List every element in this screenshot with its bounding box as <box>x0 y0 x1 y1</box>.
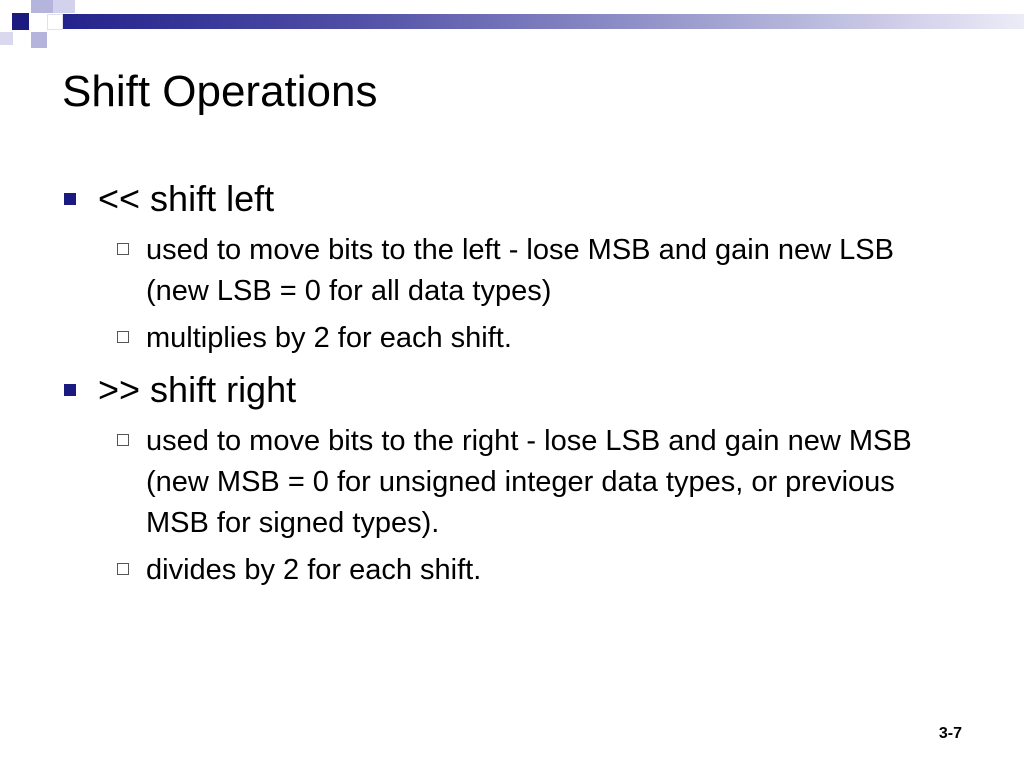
sub-bullet-item <box>117 318 962 359</box>
decorative-square <box>0 32 13 45</box>
bullet-item <box>62 365 962 415</box>
decorative-square <box>31 32 47 48</box>
hollow-square-bullet-icon <box>117 243 129 255</box>
hollow-square-bullet-icon <box>117 563 129 575</box>
slide-number: 3-7 <box>938 725 962 742</box>
hollow-square-bullet-icon <box>117 434 129 446</box>
bullet-item <box>62 174 962 224</box>
filled-square-bullet-icon <box>64 193 76 205</box>
sub-bullet-item <box>117 550 962 591</box>
decorative-square <box>47 14 63 30</box>
decorative-square <box>12 13 29 30</box>
filled-square-bullet-icon <box>64 384 76 396</box>
sub-bullet-text: divides by 2 for each shift. <box>146 554 482 586</box>
decorative-square <box>53 0 75 13</box>
sub-bullet-item <box>117 230 962 312</box>
header-gradient-bar <box>63 14 1024 29</box>
sub-bullet-text: used to move bits to the left - lose MSB and gain new LSB (new LSB = 0 for all data types) <box>146 234 894 307</box>
slide-title: Shift Operations <box>62 67 378 116</box>
hollow-square-bullet-icon <box>117 331 129 343</box>
sub-bullet-text: multiplies by 2 for each shift. <box>146 322 512 354</box>
sub-bullet-text: used to move bits to the right - lose LSB and gain new MSB (new MSB = 0 for unsigned integer data types, or previous MSB for signed types). <box>146 425 912 539</box>
bullet-list <box>62 168 962 595</box>
bullet-text: << shift left <box>98 178 275 219</box>
decorative-square <box>31 0 53 13</box>
bullet-text: >> shift right <box>98 369 297 410</box>
sub-bullet-item <box>117 421 962 544</box>
